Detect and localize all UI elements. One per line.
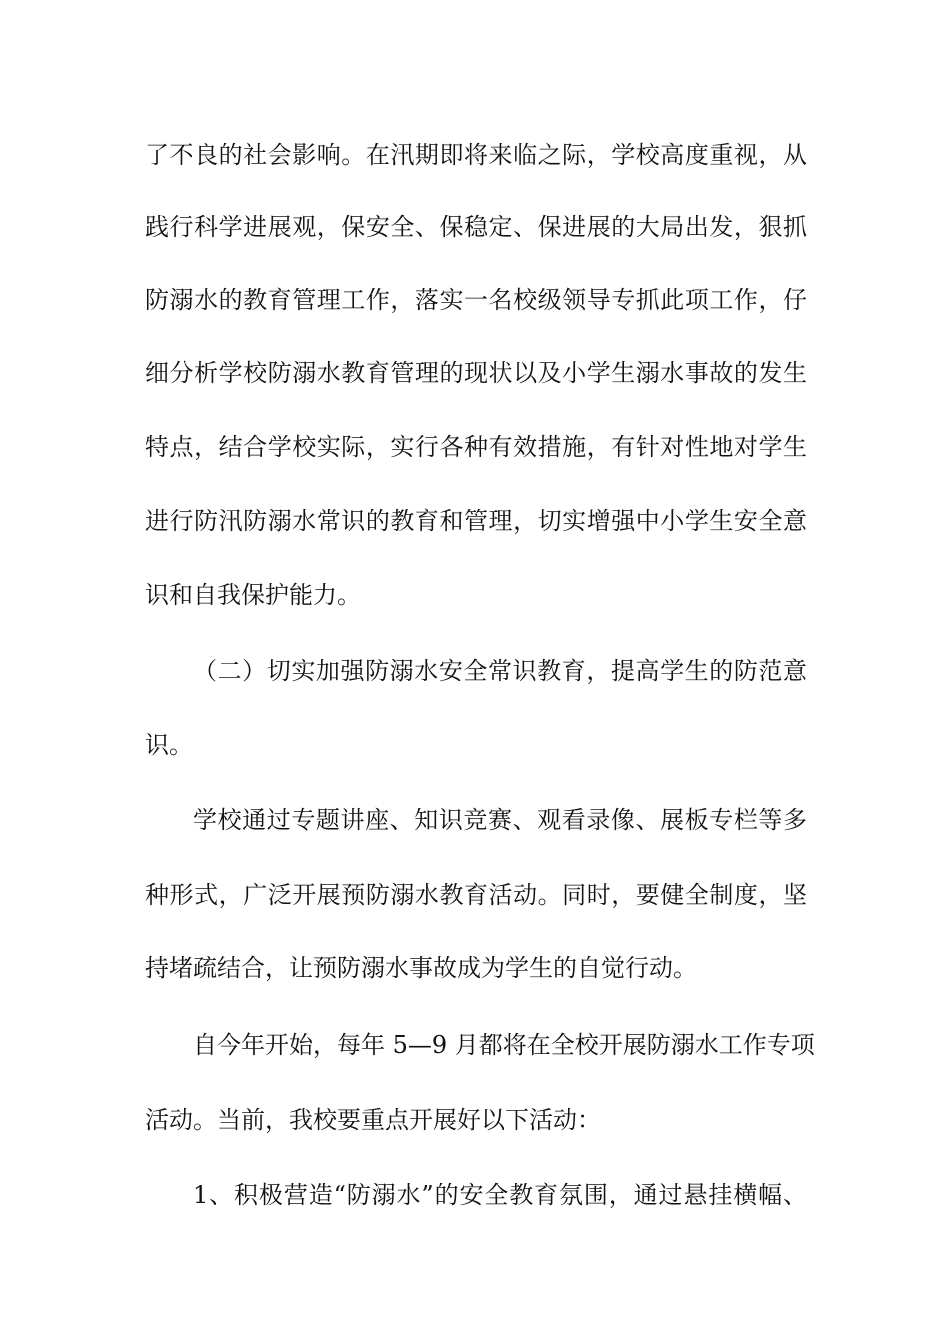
paragraph-line-11: 自今年开始，每年 5—9 月都将在全校开展防溺水工作专项	[193, 1031, 815, 1059]
paragraph-line-4: 细分析学校防溺水教育管理的现状以及小学生溺水事故的发生	[145, 359, 807, 387]
paragraph-line-5: 特点，结合学校实际，实行各种有效措施，有针对性地对学生	[145, 433, 807, 461]
paragraph-line-3: 防溺水的教育管理工作，落实一名校级领导专抓此项工作，仔	[145, 286, 807, 314]
list-item-line-1: 1、积极营造“防溺水”的安全教育氛围，通过悬挂横幅、	[193, 1181, 807, 1209]
paragraph-line-9: 种形式，广泛开展预防溺水教育活动。同时，要健全制度，坚	[145, 881, 807, 909]
paragraph-line-2: 践行科学进展观，保安全、保稳定、保进展的大局出发，狠抓	[145, 213, 807, 241]
paragraph-line-8: 学校通过专题讲座、知识竞赛、观看录像、展板专栏等多	[193, 806, 807, 834]
paragraph-line-7: 识和自我保护能力。	[145, 581, 361, 609]
section-heading-line-2: 识。	[145, 731, 193, 759]
paragraph-line-1: 了不良的社会影响。在汛期即将来临之际，学校高度重视，从	[145, 141, 807, 169]
section-heading-line-1: （二）切实加强防溺水安全常识教育，提高学生的防范意	[193, 657, 807, 685]
paragraph-line-6: 进行防汛防溺水常识的教育和管理，切实增强中小学生安全意	[145, 507, 807, 535]
paragraph-line-10: 持堵疏结合，让预防溺水事故成为学生的自觉行动。	[145, 954, 697, 982]
paragraph-line-12: 活动。当前，我校要重点开展好以下活动：	[145, 1106, 601, 1134]
